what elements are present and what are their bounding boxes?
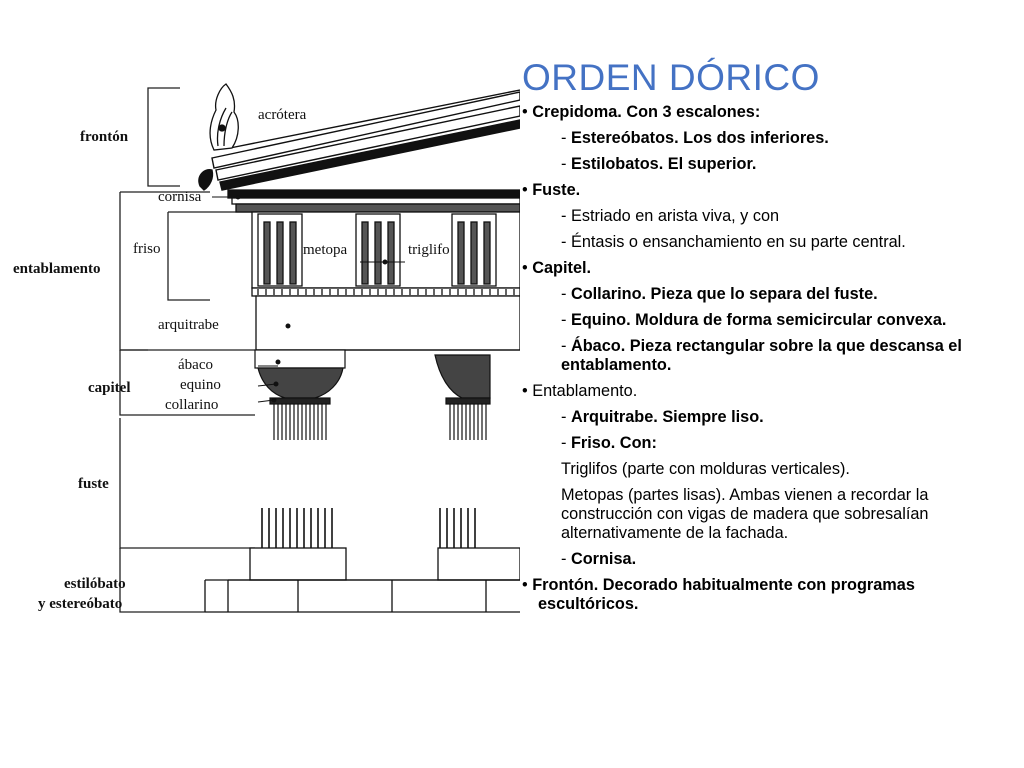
list-item-bullet: - [561, 233, 571, 251]
label-friso: friso [133, 241, 161, 257]
list-item-bullet: - [561, 129, 571, 147]
list-item-text: Ábaco. Pieza rectangular sobre la que descansa el entablamento. [561, 337, 962, 374]
list-item [522, 155, 1012, 174]
triglyph-groove [264, 222, 270, 284]
list-item [522, 486, 1012, 543]
list-item-bullet: • [522, 181, 533, 199]
list-item [522, 382, 1012, 401]
list-item-text: Equino. Moldura de forma semicircular convexa. [570, 311, 947, 329]
capital-left [255, 350, 345, 440]
label-entablamento: entablamento [13, 261, 101, 277]
list-item [522, 259, 1012, 278]
label-cornisa: cornisa [158, 189, 202, 205]
list-item-text: Capitel. [532, 259, 592, 277]
triglyph-groove [458, 222, 464, 284]
list-item [522, 311, 1012, 330]
list-item [522, 576, 1012, 614]
label-equino: equino [180, 377, 221, 393]
label-abaco: ábaco [178, 357, 213, 373]
list-item [522, 181, 1012, 200]
acroterion-ornament [199, 84, 238, 190]
label-fronton: frontón [80, 129, 129, 145]
triglyph-groove [471, 222, 477, 284]
list-item-bullet: • [522, 103, 533, 121]
list-item-bullet: - [561, 285, 571, 303]
list-item-text: Friso. Con: [570, 434, 657, 452]
list-item-text: Arquitrabe. Siempre liso. [570, 408, 764, 426]
triglyph-groove [277, 222, 283, 284]
list-item-bullet: - [561, 337, 571, 355]
triglyph-groove [290, 222, 296, 284]
list-item-bullet: • [522, 382, 533, 400]
slide-title: ORDEN DÓRICO [522, 57, 820, 98]
label-acrotera: acrótera [258, 107, 307, 123]
list-item [522, 233, 1012, 252]
list-item [522, 129, 1012, 148]
list-item-text: Fuste. [532, 181, 581, 199]
list-item-bullet: - [561, 434, 571, 452]
list-item-text: Metopas (partes lisas). Ambas vienen a recordar la construcción con vigas de madera que sobresalían alternativamente de la fachada. [561, 486, 929, 542]
label-collarino: collarino [165, 397, 219, 413]
triglyph-groove [484, 222, 490, 284]
cornice [228, 190, 520, 212]
label-capitel: capitel [88, 380, 131, 396]
list-item-bullet: - [561, 207, 571, 225]
list-item-text: Estilobatos. El superior. [570, 155, 757, 173]
label-estereobato: y estereóbato [38, 596, 123, 612]
list-item [522, 434, 1012, 453]
list-item-text: Crepidoma. Con 3 escalones: [532, 103, 761, 121]
list-item-text: Collarino. Pieza que lo separa del fuste. [570, 285, 878, 303]
text-panel [522, 56, 1012, 621]
frieze [252, 212, 520, 296]
pediment [212, 90, 520, 190]
triglyph-groove [362, 222, 368, 284]
column-shaft-left [262, 508, 332, 548]
list-item-text: Entablamento. [532, 382, 638, 400]
list-item [522, 550, 1012, 569]
list-item-bullet: • [522, 576, 533, 594]
list-item-bullet: - [561, 550, 571, 568]
list-item [522, 337, 1012, 375]
list-item [522, 285, 1012, 304]
label-triglifo: triglifo [408, 242, 450, 258]
list-item-text: Cornisa. [570, 550, 637, 568]
list-item-bullet: - [561, 408, 571, 426]
list-item-text: Estriado en arista viva, y con [570, 207, 780, 225]
triglyph-groove [388, 222, 394, 284]
list-item [522, 408, 1012, 427]
column-shaft-right [440, 508, 475, 548]
list-item-bullet: - [561, 155, 571, 173]
list-item-bullet: • [522, 259, 533, 277]
list-item-bullet: - [561, 311, 571, 329]
list-item-text: Frontón. Decorado habitualmente con programas escultóricos. [532, 576, 915, 613]
label-fuste: fuste [78, 476, 109, 492]
list-item [522, 460, 1012, 479]
list-item [522, 207, 1012, 226]
label-metopa: metopa [303, 242, 348, 258]
capital-right [435, 355, 490, 440]
list-item-text: Estereóbatos. Los dos inferiores. [570, 129, 829, 147]
label-arquitrabe: arquitrabe [158, 317, 219, 333]
list-item-text: Éntasis o ensanchamiento en su parte central. [570, 233, 906, 251]
bullet-list [522, 103, 1012, 614]
architrave [256, 296, 520, 350]
list-item [522, 103, 1012, 122]
label-estilobato: estilóbato [64, 576, 126, 592]
crepidoma-steps [205, 548, 520, 612]
list-item-text: Triglifos (parte con molduras verticales). [561, 460, 850, 478]
triglyph-groove [375, 222, 381, 284]
